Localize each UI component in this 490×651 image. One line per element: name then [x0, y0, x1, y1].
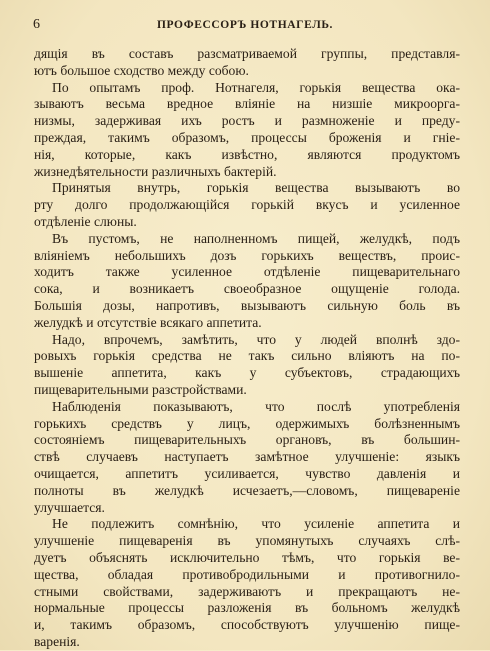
text-line: пищеварительными разстройствами. — [34, 381, 247, 397]
text-line: низмы, задерживая ихъ ростъ и размноженіе и преду- — [34, 113, 460, 129]
text-line: Надо, впрочемъ, замѣтить, что у людей вполнѣ здо- — [52, 331, 460, 347]
text-line: жизнедѣятельности различныхъ бактерій. — [34, 163, 277, 179]
text-line: дящія въ составъ разсматриваемой группы, представля- — [34, 46, 460, 61]
text-line: состояніемъ пищеварительныхъ органовъ, въ большин- — [34, 432, 460, 448]
text-line: Наблюденія показываютъ, что послѣ употребленія — [52, 398, 460, 414]
text-line: ходитъ также усиленное отдѣленіе пищеварительнаго — [34, 264, 460, 280]
text-line: желудкѣ и отсутствіе всякаго аппетита. — [34, 314, 262, 330]
text-line: Большія дозы, напротивъ, вызываютъ сильную боль въ — [34, 297, 460, 313]
running-title: ПРОФЕССОРЪ НОТНАГЕЛЬ. — [156, 19, 334, 31]
text-line: рту долго продолжающійся горькій вкусъ и усиленное — [34, 197, 460, 213]
text-line: Въ пустомъ, не наполненномъ пищей, желудкѣ, подъ — [52, 230, 460, 246]
paragraph — [34, 332, 460, 399]
paragraph — [34, 46, 460, 80]
paragraph — [34, 80, 460, 181]
text-line: горькихъ средствъ у лицъ, одержимыхъ болѣзненнымъ — [34, 415, 460, 431]
text-line: и, такимъ образомъ, способствуютъ улучшенію пище- — [34, 617, 460, 633]
text-line: варенія. — [34, 633, 80, 649]
running-head — [30, 17, 460, 33]
paragraph — [34, 180, 460, 230]
text-line: ютъ большое сходство между собою. — [34, 62, 249, 78]
text-line: отдѣленіе слюны. — [34, 213, 137, 229]
text-line: преждая, такимъ образомъ, процессы броженія и гніе- — [34, 129, 460, 145]
text-line: полноты въ желудкѣ исчезаетъ,—словомъ, пищевареніе — [34, 482, 460, 498]
text-line: вліяніемъ небольшихъ дозъ горькихъ веществъ, проис- — [34, 247, 460, 263]
paragraph — [34, 399, 460, 517]
text-line: нормальные процессы разложенія въ больномъ желудкѣ — [34, 600, 460, 616]
text-line: щества, обладая противобродильными и противогнило- — [34, 566, 460, 582]
text-line: ствѣ случаевъ наступаетъ замѣтное улучшеніе: языкъ — [34, 449, 460, 465]
text-line: стными свойствами, задерживаютъ и прекращаютъ не- — [34, 583, 460, 599]
text-line: сока, и возникаетъ своеобразное ощущеніе голода. — [34, 281, 460, 297]
text-line: По опытамъ проф. Нотнагеля, горькія вещества ока- — [52, 79, 460, 95]
text-line: Не подлежитъ сомнѣнію, что усиленіе аппетита и — [52, 516, 460, 532]
text-line: Принятыя внутрь, горькія вещества вызываютъ во — [52, 180, 460, 196]
text-line: улучшеніе пищеваренія въ упомянутыхъ случаяхъ слѣ- — [34, 533, 460, 549]
page-number: 6 — [33, 17, 40, 32]
text-line: дуетъ объяснять исключительно тѣмъ, что горькія ве- — [34, 549, 460, 565]
paragraph — [34, 516, 460, 650]
text-line: улучшается. — [34, 499, 105, 515]
text-line: ровыхъ горькія средства не такъ сильно вліяютъ на по- — [34, 348, 460, 364]
text-line: зываютъ весьма вредное вліяніе на низшіе микроорга- — [34, 96, 460, 112]
text-body — [34, 46, 460, 651]
text-line: очищается, аппетитъ усиливается, чувство давленія и — [34, 465, 460, 481]
text-line: вышеніе аппетита, какъ у субъектовъ, страдающихъ — [34, 365, 460, 381]
paragraph — [34, 231, 460, 332]
text-line: нія, которые, какъ извѣстно, являются продуктомъ — [34, 146, 460, 162]
